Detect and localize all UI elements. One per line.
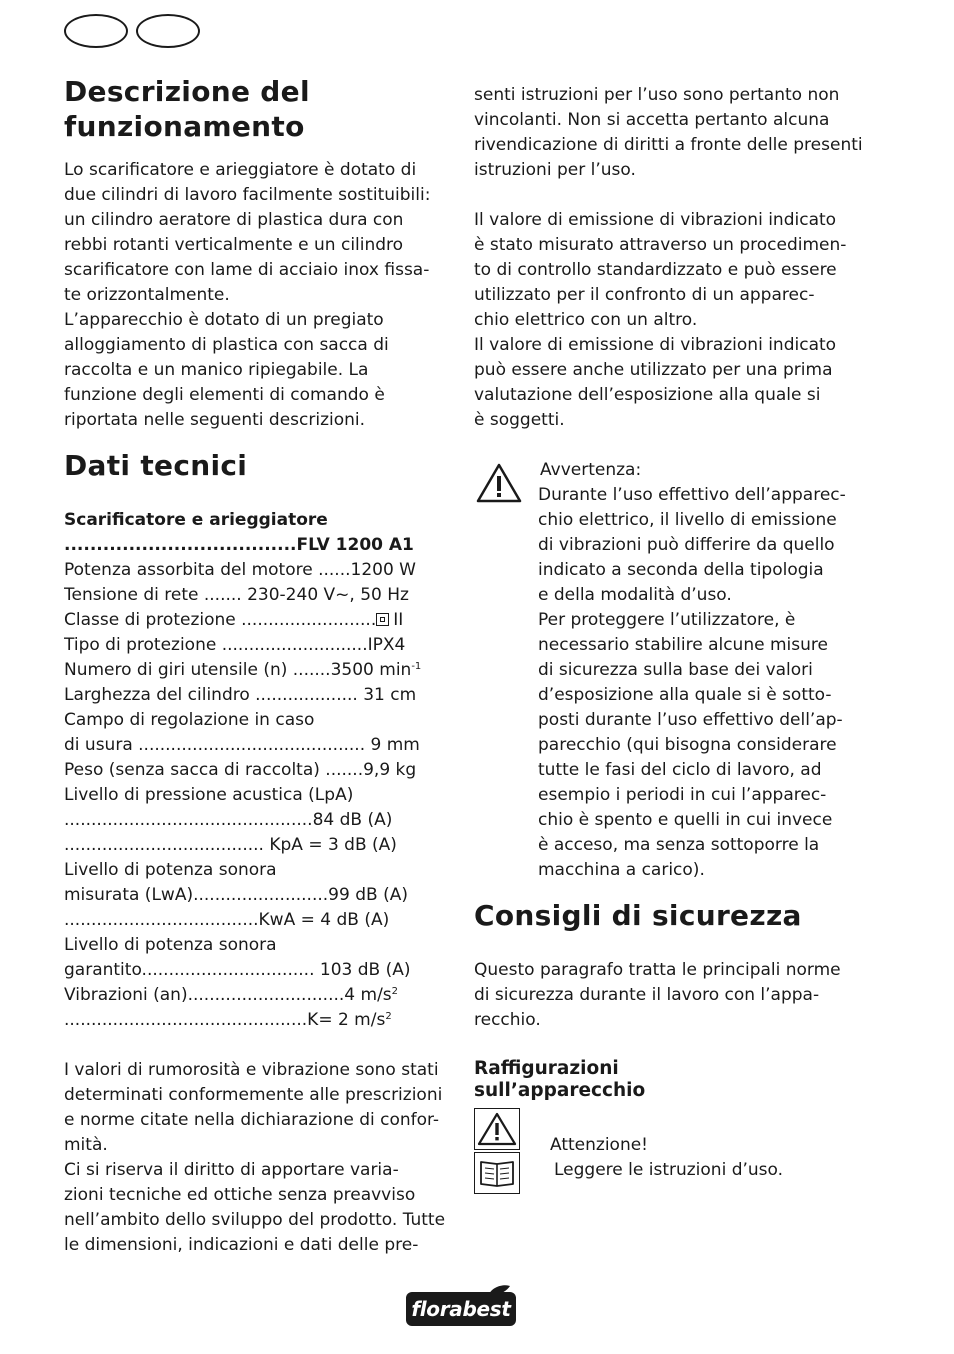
paragraph-safety: Questo paragrafo tratta le principali norme di sicurezza durante il lavoro con l’appa- recchio. [474,960,841,1030]
spec-row-text: .............................................K= 2 m/s [64,1010,386,1030]
paragraph-noise-values: I valori di rumorosità e vibrazione sono stati determinati conformemente alle prescrizioni e norme citate nella dichiarazione di confor- mità. Ci si riserva il diritto di apportare varia- zioni tecniche ed ottiche senza preavviso nell’ambito dello sviluppo del prodotto. Tutte le dimensioni, indicazioni e dati delle pre- [64,1060,446,1255]
paragraph-vibration: Il valore di emissione di vibrazioni indicato è stato misurato attraverso un procedimen- to di controllo standardizzato e può essere utilizzato per il confronto di un apparec- chio elettrico con un altro. Il valore di emissione di vibrazioni indicato può essere anche utilizzato per una prima valutazione dell’esposizione alla quale si è soggetti. [474,210,847,430]
superscript: 2 [385,1011,392,1022]
superscript: -1 [411,661,422,672]
spec-row-vibration [64,983,448,1008]
spec-row-vibration-k [64,1008,448,1033]
spec-row: ..............................................84 dB (A) [64,810,393,830]
spec-row-text: Classe di protezione ......................... [64,610,377,630]
language-indicator [64,14,200,48]
spec-row: Tipo di protezione ...........................IPX4 [64,635,406,655]
brand-logo-text: florabest [406,1292,516,1326]
spec-row: misurata (LwA).........................99 dB (A) [64,885,408,905]
spec-row: Larghezza del cilindro ................... 31 cm [64,685,417,705]
warning-text: Durante l’uso effettivo dell’apparec- chio elettrico, il livello di emissione di vibrazioni può differire da quello indicato a seconda della tipologia e della modalità d’uso. Per proteggere l’utilizzatore, è necessario stabilire alcune misure di sicurezza sulla base dei valori d’esposizione alla quale si è sotto- posti durante l’uso effettivo dell’ap- parecchio (qui bisogna considerare tutte le fasi del ciclo di lavoro, ad esempio i periodi in cui l’apparec- chio è spento e quelli in cui invece è acceso, ma senza sottoporre la macchina a carico). [538,485,846,880]
paragraph-function-description: Lo scarificatore e arieggiatore è dotato di due cilindri di lavoro facilmente sostituibili: un cilindro aeratore di plastica dura con rebbi rotanti verticalmente e un cilindro scarificatore con lame di acciaio inox fissa- te orizzontalmente. L’apparecchio è dotato di un pregiato alloggiamento di plastica con sacca di raccolta e un manico ripiegabile. La funzione degli elementi di comando è riportata nelle seguenti descrizioni. [64,160,431,430]
spec-row-text: Numero di giri utensile (n) .......3500 min [64,660,412,680]
protection-class-ii-icon [376,613,389,626]
paragraph-continuation: senti istruzioni per l’uso sono pertanto non vincolanti. Non si accetta pertanto alcuna rivendicazione di diritti a fronte delle presenti istruzioni per l’uso. [474,85,863,180]
spec-row: Livello di potenza sonora [64,935,277,955]
spec-row: Livello di pressione acustica (LpA) [64,785,354,805]
language-oval-right [136,14,200,48]
heading-safety-advice: Consigli di sicurezza [474,899,802,932]
spec-row: Livello di potenza sonora [64,860,277,880]
spec-class-value: II [393,610,404,630]
spec-row: Potenza assorbita del motore ......1200 W [64,560,416,580]
spec-title: Scarificatore e arieggiatore [64,510,328,530]
spec-row: Peso (senza sacca di raccolta) .......9,9 kg [64,760,417,780]
spec-row: di usura .......................................... 9 mm [64,735,420,755]
spec-row-protection-class [64,608,448,633]
technical-specs [64,508,448,1033]
spec-row-text: Vibrazioni (an).............................4 m/s [64,985,392,1005]
spec-row: Campo di regolazione in caso [64,710,315,730]
symbol-read-label: Leggere le istruzioni d’uso. [554,1160,784,1180]
heading-technical-data: Dati tecnici [64,449,248,482]
spec-row: garantito................................ 103 dB (A) [64,960,411,980]
symbol-attention-label: Attenzione! [550,1135,648,1155]
spec-row: ....................................KwA = 4 dB (A) [64,910,390,930]
warning-symbol-frame [474,1108,520,1150]
spec-row: Tensione di rete ....... 230-240 V~, 50 Hz [64,585,409,605]
brand-logo [406,1288,516,1326]
open-book-icon [477,1156,517,1190]
heading-symbols: Raffigurazioni sull’apparecchio [474,1058,646,1101]
language-oval-left [64,14,128,48]
warning-triangle-icon [477,1111,517,1147]
spec-row-rpm [64,658,448,683]
heading-function-description: Descrizione del funzionamento [64,75,310,143]
spec-row: ..................................... KpA = 3 dB (A) [64,835,397,855]
warning-triangle-icon [476,462,522,504]
book-symbol-frame [474,1152,520,1194]
spec-model: ....................................FLV 1200 A1 [64,535,414,555]
superscript: 2 [391,986,399,997]
warning-title: Avvertenza: [540,460,642,480]
